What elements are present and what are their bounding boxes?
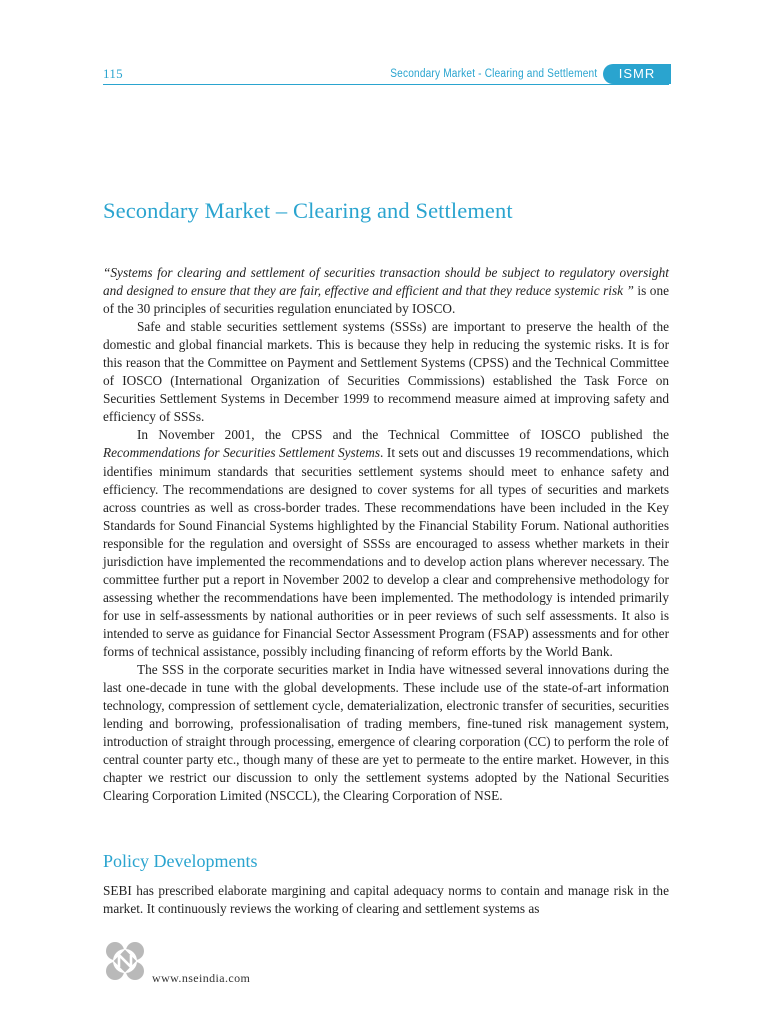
page-header xyxy=(103,64,669,86)
page-number: 115 xyxy=(103,66,123,81)
recommendations-lead: In November 2001, the CPSS and the Technical Committee of IOSCO published the xyxy=(137,427,669,443)
running-title: Secondary Market - Clearing and Settlement xyxy=(389,68,597,80)
recommendations-title: Recommendations for Securities Settlement Systems xyxy=(103,445,381,461)
header-rule xyxy=(103,84,669,85)
paragraph-recommendations xyxy=(103,426,669,661)
paragraph-india: The SSS in the corporate securities market in India have witnessed several innovations during the last one-decade in tune with the global developments. These include use of the state-of-art information technology, compression of settlement cycle, dematerialization, electronic transfer of securities, securities lending and borrowing, professionalisation of trading members, fine-tuned risk management system, introduction of straight through processing, emergence of clearing corporation (CC) to perform the role of central counter party etc., though many of these are yet to permeate to the entire market. However, in this chapter we restrict our discussion to only the settlement systems adopted by the National Securities Clearing Corporation Limited (NSCCL), the Clearing Corporation of NSE. xyxy=(103,662,669,804)
paragraph-policy: SEBI has prescribed elaborate margining and capital adequacy norms to contain and manage risk in the market. It continuously reviews the working of clearing and settlement systems as xyxy=(103,883,669,917)
paragraph-sss: Safe and stable securities settlement systems (SSSs) are important to preserve the health of the domestic and global financial markets. This is because they help in reducing the systemic risks. It is for this reason that the Committee on Payment and Settlement Systems (CPSS) and the Technical Committee of IOSCO (International Organization of Securities Commissions) established the Task Force on Securities Settlement Systems in December 1999 to recommend measure aimed at improving safety and efficiency of SSSs. xyxy=(103,319,669,425)
body-text xyxy=(103,264,669,805)
website-link[interactable]: www.nseindia.com xyxy=(152,971,251,985)
intro-rest: is one of the 30 principles of securities regulation enunciated by IOSCO. xyxy=(103,283,669,317)
nse-logo-icon xyxy=(104,940,146,982)
quote-text: “Systems for clearing and settlement of securities transaction should be subject to regulatory oversight and designed to ensure that they are fair, effective and efficient and that they reduce systemic risk ” xyxy=(103,265,669,299)
chapter-title: Secondary Market – Clearing and Settlement xyxy=(103,198,513,223)
report-badge: ISMR xyxy=(603,64,671,84)
recommendations-rest: . It sets out and discusses 19 recommendations, which identifies minimum standards that securities settlement systems should meet to enhance safety and efficiency. The recommendations are designed to cover systems for all types of securities and markets across countries as well as cross-border trades. These recommendations have been included in the Key Standards for Sound Financial Systems highlighted by the Financial Stability Forum. National authorities responsible for the regulation and oversight of SSSs are encouraged to assess whether markets in their jurisdiction have implemented the recommendations and to develop action plans wherever necessary. The committee further put a report in November 2002 to develop a clear and comprehensive methodology for assessing whether the recommendations have been implemented. The methodology is intended primarily for use in self-assessments by national authorities or in peer reviews of such self assessments. It also is intended to serve as guidance for Financial Sector Assessment Program (FSAP) assessments and for other forms of technical assistance, possibly including financing of reform efforts by the World Bank. xyxy=(103,445,670,659)
section-body xyxy=(103,882,669,918)
section-heading: Policy Developments xyxy=(103,851,258,871)
paragraph-intro xyxy=(103,264,669,318)
